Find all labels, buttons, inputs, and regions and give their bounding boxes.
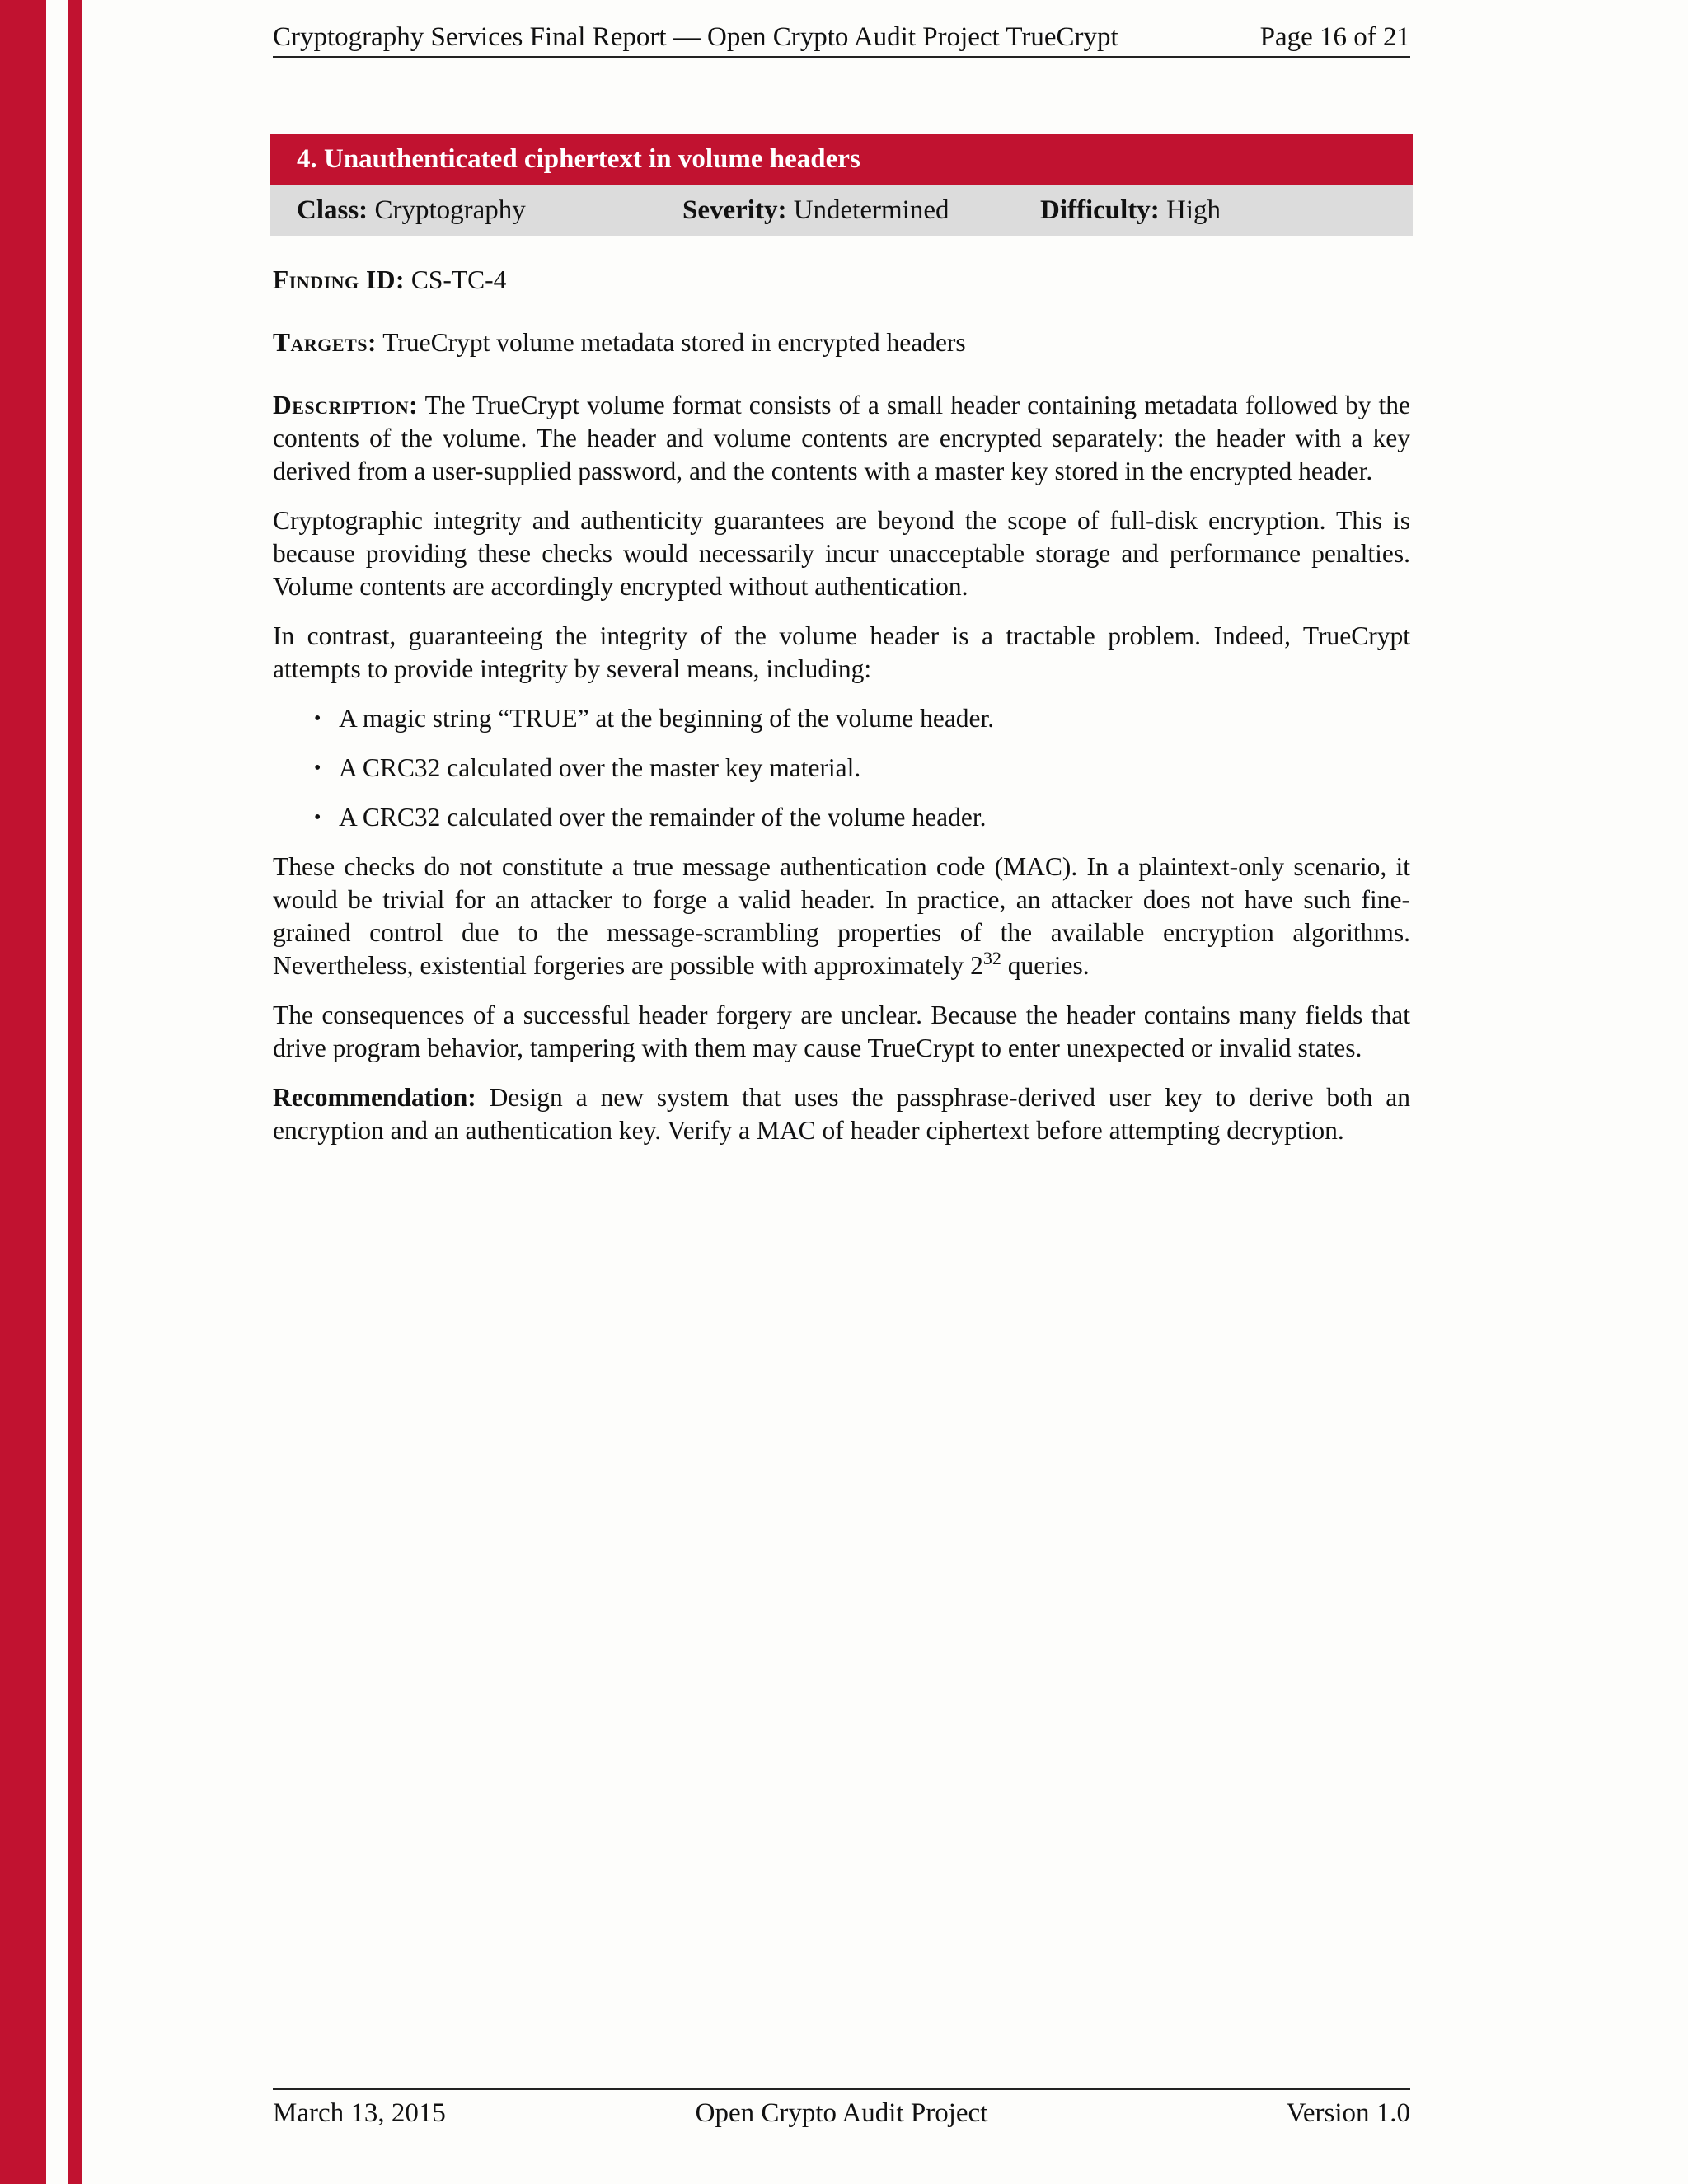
finding-targets (273, 326, 1410, 359)
difficulty-value: High (1166, 195, 1221, 225)
finding-title-bar (270, 134, 1413, 185)
finding-id-value: CS-TC-4 (410, 265, 507, 294)
difficulty-label: Difficulty: (1040, 195, 1160, 225)
severity-label: Severity: (682, 195, 787, 225)
exponent: 32 (982, 948, 1001, 968)
finding-class (297, 185, 526, 236)
list-item: • A magic string “TRUE” at the beginning of the volume header. (314, 702, 1410, 735)
list-item: • A CRC32 calculated over the master key material. (314, 752, 1410, 785)
class-value: Cryptography (374, 195, 526, 225)
description-text-4b: queries. (1001, 951, 1090, 980)
finding-body (273, 264, 1410, 1164)
description-label: Description: (273, 391, 419, 419)
description-paragraph-5: The consequences of a successful header forgery are unclear. Because the header contains many fields that drive program behavior, tampering with them may cause TrueCrypt to enter unexpected or invalid states. (273, 1001, 1410, 1062)
description-paragraph-1 (273, 389, 1410, 488)
integrity-means-list (273, 702, 1410, 834)
list-item: • A CRC32 calculated over the remainder of the volume header. (314, 801, 1410, 834)
description-text-4a: These checks do not constitute a true message authentication code (MAC). In a plaintext-only scenario, it would be trivial for an attacker to forge a valid header. In practice, an attacker does not have such fine-grained control due to the message-scrambling properties of the available encryption algorithms. Nevertheless, existential forgeries are possible with approximately 2 (273, 852, 1410, 980)
page-footer (273, 2088, 1410, 2136)
description-paragraph-2: Cryptographic integrity and authenticity guarantees are beyond the scope of full-disk encryption. This is because providing these checks would necessarily incur unacceptable storage and performance penalties. Volume contents are accordingly encrypted without authentication. (273, 506, 1410, 601)
finding-title: 4. Unauthenticated ciphertext in volume headers (297, 144, 860, 174)
finding-difficulty (1040, 185, 1221, 236)
page-number: Page 16 of 21 (1259, 22, 1410, 52)
finding-severity (682, 185, 949, 236)
footer-org: Open Crypto Audit Project (695, 2098, 988, 2128)
severity-value: Undetermined (793, 195, 950, 225)
finding-id-label: Finding ID: (273, 265, 406, 294)
report-title: Cryptography Services Final Report — Open Crypto Audit Project TrueCrypt (273, 22, 1118, 52)
finding-meta-bar (270, 185, 1413, 236)
recommendation-value: Design a new system that uses the passphrase-derived user key to derive both an encryption and an authentication key. Verify a MAC of header ciphertext before attempting decryption. (273, 1083, 1410, 1145)
class-label: Class: (297, 195, 368, 225)
description-paragraph-4 (273, 851, 1410, 982)
finding-id (273, 264, 1410, 297)
description-paragraph-3: In contrast, guaranteeing the integrity of the volume header is a tractable problem. Indeed, TrueCrypt attempts to provide integrity by several means, including: (273, 621, 1410, 683)
footer-version: Version 1.0 (1286, 2098, 1410, 2128)
targets-value: TrueCrypt volume metadata stored in encrypted headers (382, 328, 966, 357)
description-text-1: The TrueCrypt volume format consists of a small header containing metadata followed by the contents of the volume. The header and volume contents are encrypted separately: the header with a key derived from a user-supplied password, and the contents with a master key stored in the encrypted header. (273, 391, 1410, 485)
left-accent-bar-narrow (68, 0, 82, 2184)
footer-date: March 13, 2015 (273, 2098, 446, 2128)
recommendation (273, 1081, 1410, 1147)
left-accent-bar-wide (0, 0, 46, 2184)
page-header (273, 18, 1410, 58)
targets-label: Targets: (273, 328, 377, 357)
recommendation-label: Recommendation: (273, 1083, 476, 1112)
